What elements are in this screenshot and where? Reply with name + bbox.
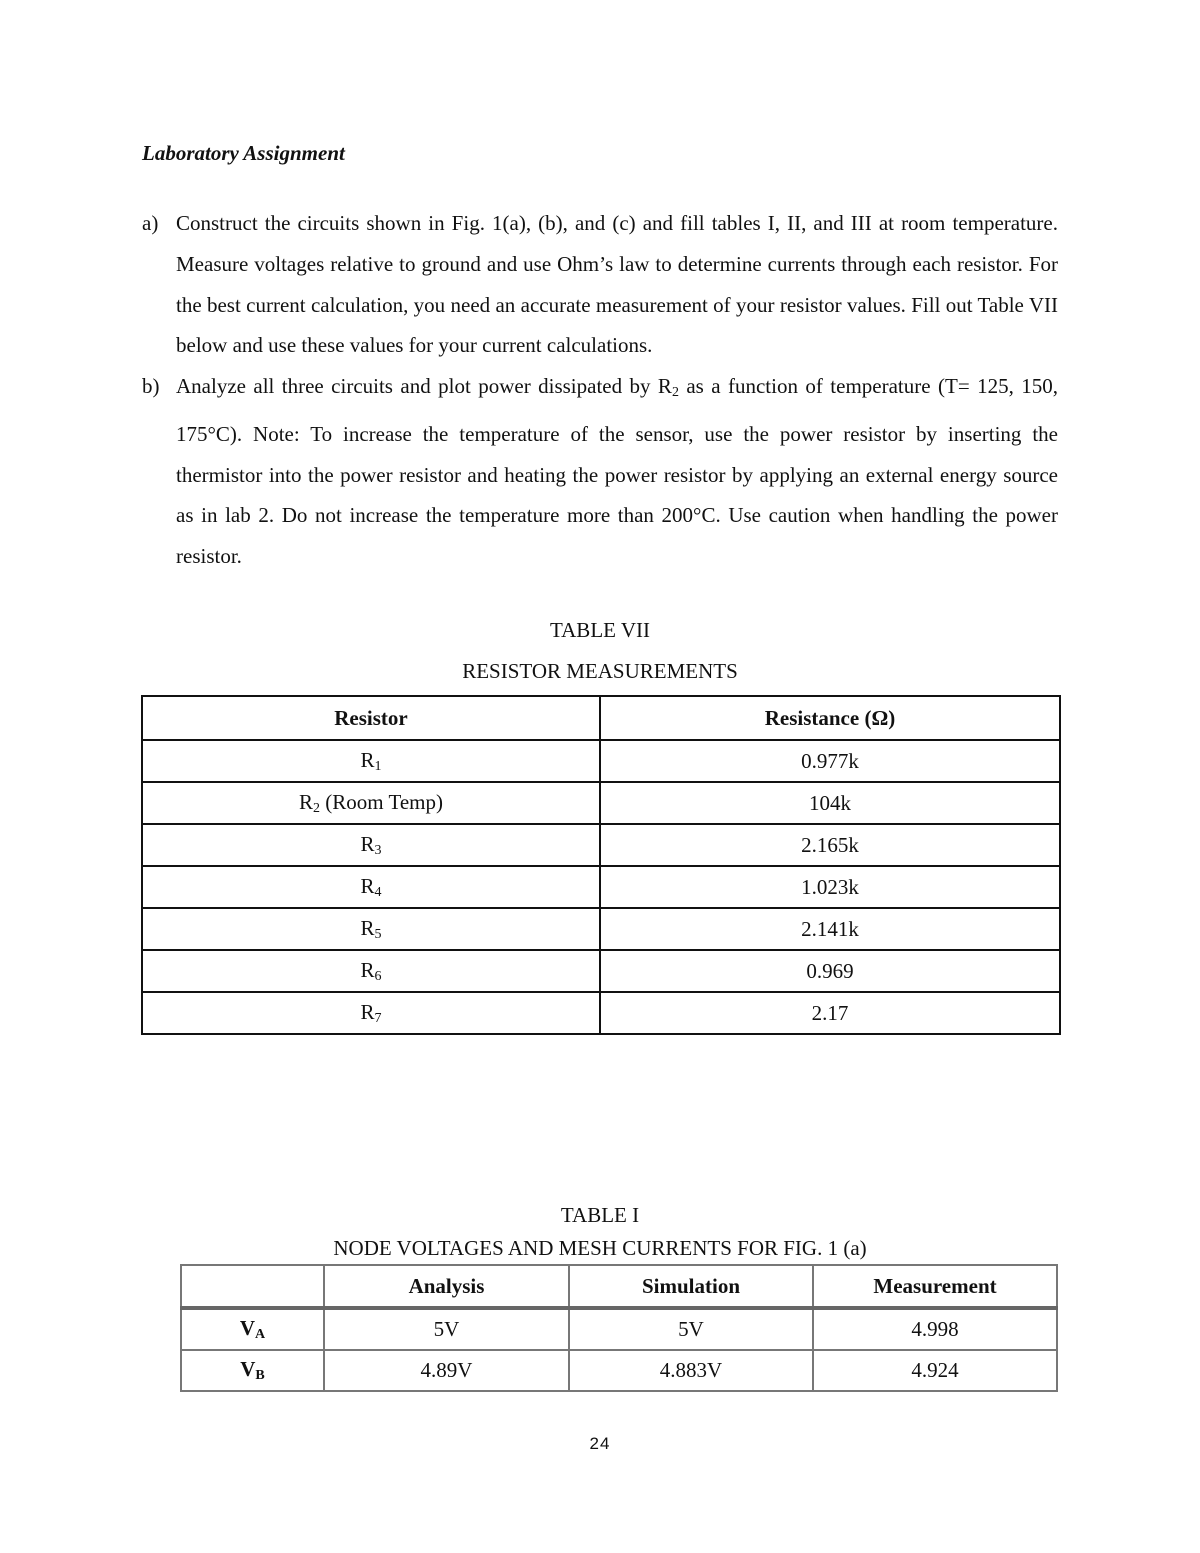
analysis-cell: 5V	[324, 1308, 569, 1350]
resistor-cell	[142, 992, 600, 1034]
table-row	[142, 782, 1060, 824]
resistance-cell: 2.141k	[600, 908, 1060, 950]
column-header: Analysis	[324, 1265, 569, 1308]
table7-caption-subtitle: RESISTOR MEASUREMENTS	[462, 659, 738, 683]
column-header: Simulation	[569, 1265, 813, 1308]
table-header-row	[181, 1265, 1057, 1308]
resistance-cell: 0.977k	[600, 740, 1060, 782]
list-item-text: Construct the circuits shown in Fig. 1(a), (b), and (c) and fill tables I, II, and III at room temperature. Measure voltages relative to ground and use Ohm’s law to determine currents through each resistor. For the best current calculation, you need an accurate measurement of your resistor values. Fill out Table VII below and use these values for your current calculations.	[176, 211, 1058, 358]
resistance-cell: 2.17	[600, 992, 1060, 1034]
subscript: 4	[374, 884, 382, 900]
resistance-cell: 2.165k	[600, 824, 1060, 866]
measurement-cell: 4.998	[813, 1308, 1057, 1350]
row-header-cell	[181, 1350, 324, 1391]
subscript: B	[255, 1368, 265, 1383]
subscript: 2	[313, 800, 321, 816]
table1-caption-title: TABLE I	[560, 1203, 640, 1227]
resistor-symbol: R	[360, 873, 375, 898]
table-row	[142, 992, 1060, 1034]
resistance-cell: 104k	[600, 782, 1060, 824]
list-item-text	[176, 366, 1058, 577]
list-marker: a)	[142, 211, 159, 235]
resistor-symbol: R	[360, 831, 375, 856]
table-header-row	[142, 696, 1060, 740]
simulation-cell: 4.883V	[569, 1350, 813, 1391]
table-row	[142, 950, 1060, 992]
resistor-symbol: R	[360, 957, 375, 982]
list-item-b	[142, 366, 1058, 577]
column-header	[181, 1265, 324, 1308]
subscript: 2	[671, 385, 679, 400]
resistor-cell	[142, 866, 600, 908]
subscript: A	[255, 1327, 266, 1342]
resistance-cell: 1.023k	[600, 866, 1060, 908]
resistance-cell: 0.969	[600, 950, 1060, 992]
voltage-symbol: V	[239, 1316, 256, 1340]
resistor-symbol: R	[299, 789, 314, 814]
section-heading: Laboratory Assignment	[142, 141, 345, 165]
table-row	[142, 824, 1060, 866]
text-segment: Analyze all three circuits and plot power dissipated by R	[176, 374, 672, 398]
resistor-cell	[142, 740, 600, 782]
column-header: Measurement	[813, 1265, 1057, 1308]
resistor-measurements-table	[141, 695, 1061, 1035]
resistor-cell	[142, 824, 600, 866]
column-header: Resistor	[142, 696, 600, 740]
subscript: 6	[374, 968, 382, 984]
analysis-cell: 4.89V	[324, 1350, 569, 1391]
row-header-cell	[181, 1308, 324, 1350]
page-number: 24	[589, 1434, 611, 1453]
list-marker: b)	[142, 374, 160, 398]
table-row	[181, 1308, 1057, 1350]
table-row	[142, 740, 1060, 782]
resistor-cell	[142, 782, 600, 824]
table7-caption-title: TABLE VII	[550, 618, 650, 642]
table-row	[181, 1350, 1057, 1391]
simulation-cell: 5V	[569, 1308, 813, 1350]
table-row	[142, 908, 1060, 950]
subscript: 1	[374, 758, 382, 774]
text-segment: as a function of temperature (T= 125, 150, 175°C). Note: To increase the temperature of the sensor, use the power resistor by inserting the thermistor into the power resistor and heating the power resistor by applying an external energy source as in lab 2. Do not increase the temperature more than 200°C. Use caution when handling the power resistor.	[176, 374, 1058, 569]
resistor-cell	[142, 908, 600, 950]
voltage-symbol: V	[240, 1357, 256, 1381]
subscript: 5	[374, 926, 382, 942]
subscript: 7	[374, 1010, 382, 1026]
resistor-symbol: R	[360, 915, 375, 940]
column-header: Resistance (Ω)	[600, 696, 1060, 740]
resistor-cell	[142, 950, 600, 992]
subscript: 3	[374, 842, 382, 858]
node-voltages-table	[180, 1264, 1058, 1392]
list-item-a	[142, 203, 1058, 366]
table1-caption-subtitle: NODE VOLTAGES AND MESH CURRENTS FOR FIG. 1 (a)	[333, 1236, 867, 1260]
resistor-symbol: R	[360, 999, 375, 1024]
resistor-symbol: R	[360, 747, 375, 772]
measurement-cell: 4.924	[813, 1350, 1057, 1391]
table-row	[142, 866, 1060, 908]
resistor-note: (Room Temp)	[320, 789, 443, 814]
